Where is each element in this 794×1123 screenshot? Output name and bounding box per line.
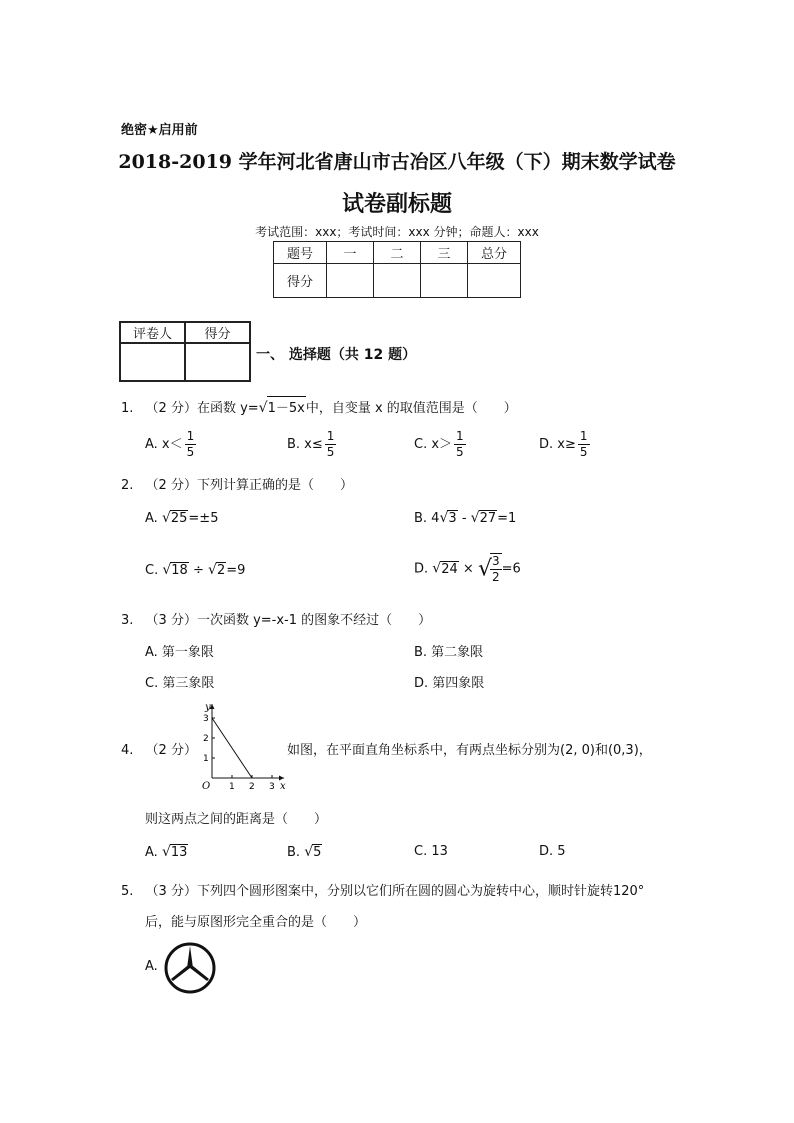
grader-table bbox=[119, 321, 251, 382]
question-number: 3. bbox=[121, 613, 134, 628]
option-c[interactable]: C. √18 ÷ √2=9 bbox=[145, 562, 246, 578]
question-points: （2 分） bbox=[145, 478, 197, 493]
option-c[interactable]: C. 第三象限 bbox=[145, 676, 215, 691]
question-number: 4. bbox=[121, 743, 134, 758]
grader-cell[interactable] bbox=[185, 343, 250, 381]
grader-header-cell: 得分 bbox=[185, 322, 250, 343]
question-text: 则这两点之间的距离是（ ） bbox=[145, 812, 328, 827]
star-arm bbox=[171, 966, 190, 981]
score-header-cell: 题号 bbox=[274, 242, 327, 264]
score-header-cell: 二 bbox=[374, 242, 421, 264]
y-tick-label: 3 bbox=[203, 714, 209, 724]
exam-title: 2018-2019 学年河北省唐山市古冶区八年级（下）期末数学试卷 bbox=[118, 151, 676, 173]
option-d[interactable]: D. √24 × √ $\frac{3}{2}$ =6 bbox=[414, 554, 521, 584]
question-points: （2 分） bbox=[145, 401, 197, 416]
score-header-cell: 总分 bbox=[468, 242, 521, 264]
option-a[interactable]: A. x＜ $\frac{1}{5}$ bbox=[145, 429, 195, 459]
x-axis-arrow bbox=[279, 776, 284, 781]
segment-ab bbox=[212, 718, 252, 778]
star-arm bbox=[187, 946, 193, 968]
question-text: 下列四个圆形图案中，分别以它们所在圆的圆心为旋转中心，顺时针旋转120° bbox=[196, 884, 645, 899]
mercedes-star-figure bbox=[162, 940, 218, 996]
option-d[interactable]: D. x≥ $\frac{1}{5}$ bbox=[539, 429, 588, 459]
option-b[interactable]: B. 4√3 - √27=1 bbox=[414, 510, 517, 526]
x-tick-label: 3 bbox=[269, 782, 275, 792]
score-cell[interactable] bbox=[374, 264, 421, 298]
option-a[interactable]: A. bbox=[145, 959, 158, 974]
option-c[interactable]: C. x＞ $\frac{1}{5}$ bbox=[414, 429, 464, 459]
question-text: 下列计算正确的是（ ） bbox=[196, 478, 353, 493]
question-text: 如图，在平面直角坐标系中，有两点坐标分别为(2, 0)和(0,3)， bbox=[287, 743, 652, 758]
grader-cell[interactable] bbox=[120, 343, 185, 381]
option-d[interactable]: D. 第四象限 bbox=[414, 676, 485, 691]
star-arm bbox=[190, 966, 209, 981]
question-text: 中，自变量 x 的取值范围是（ ） bbox=[305, 401, 517, 416]
coordinate-graph bbox=[192, 700, 288, 792]
y-tick-label: 2 bbox=[203, 734, 209, 744]
score-cell[interactable] bbox=[468, 264, 521, 298]
score-cell[interactable] bbox=[421, 264, 468, 298]
x-tick-label: 2 bbox=[249, 782, 255, 792]
exam-info: 考试范围：xxx；考试时间：xxx 分钟；命题人：xxx bbox=[255, 225, 539, 239]
question-text: 一次函数 y=-x-1 的图象不经过（ ） bbox=[196, 613, 432, 628]
score-header-cell: 三 bbox=[421, 242, 468, 264]
secret-label: 绝密★启用前 bbox=[121, 123, 198, 138]
question-2 bbox=[121, 474, 353, 493]
question-number: 5. bbox=[121, 884, 134, 899]
section-title: 一、 选择题（共 12 题） bbox=[256, 347, 417, 363]
exam-subtitle: 试卷副标题 bbox=[341, 191, 452, 217]
radicand: 1－5x bbox=[267, 396, 306, 416]
question-number: 2. bbox=[121, 478, 134, 493]
option-d[interactable]: D. 5 bbox=[539, 844, 566, 859]
question-1: 1. （2 分）在函数 y=√1－5x中，自变量 x 的取值范围是（ ） bbox=[121, 396, 517, 416]
question-points: （2 分） bbox=[145, 743, 197, 758]
option-c[interactable]: C. 13 bbox=[414, 844, 448, 859]
grader-header-cell: 评卷人 bbox=[120, 322, 185, 343]
question-text: 在函数 y= bbox=[196, 401, 259, 416]
score-row-label: 得分 bbox=[274, 264, 327, 298]
option-a[interactable]: A. √25=±5 bbox=[145, 510, 219, 526]
option-b[interactable]: B. √5 bbox=[287, 844, 322, 860]
y-axis-label: y bbox=[205, 702, 211, 713]
question-4-number bbox=[121, 739, 197, 758]
option-b[interactable]: B. x≤ $\frac{1}{5}$ bbox=[287, 429, 335, 459]
question-3 bbox=[121, 609, 431, 628]
y-tick-label: 1 bbox=[203, 754, 209, 764]
x-axis-label: x bbox=[280, 781, 286, 792]
score-cell[interactable] bbox=[327, 264, 374, 298]
question-number: 1. bbox=[121, 401, 134, 416]
question-points: （3 分） bbox=[145, 613, 197, 628]
option-a[interactable]: A. 第一象限 bbox=[145, 645, 214, 660]
option-b[interactable]: B. 第二象限 bbox=[414, 645, 484, 660]
question-points: （3 分） bbox=[145, 884, 197, 899]
question-5 bbox=[121, 880, 644, 899]
x-tick-label: 1 bbox=[229, 782, 235, 792]
score-table bbox=[273, 241, 521, 298]
origin-label: O bbox=[202, 781, 211, 792]
score-header-cell: 一 bbox=[327, 242, 374, 264]
option-a[interactable]: A. √13 bbox=[145, 844, 188, 860]
question-text: 后，能与原图形完全重合的是（ ） bbox=[145, 915, 367, 930]
